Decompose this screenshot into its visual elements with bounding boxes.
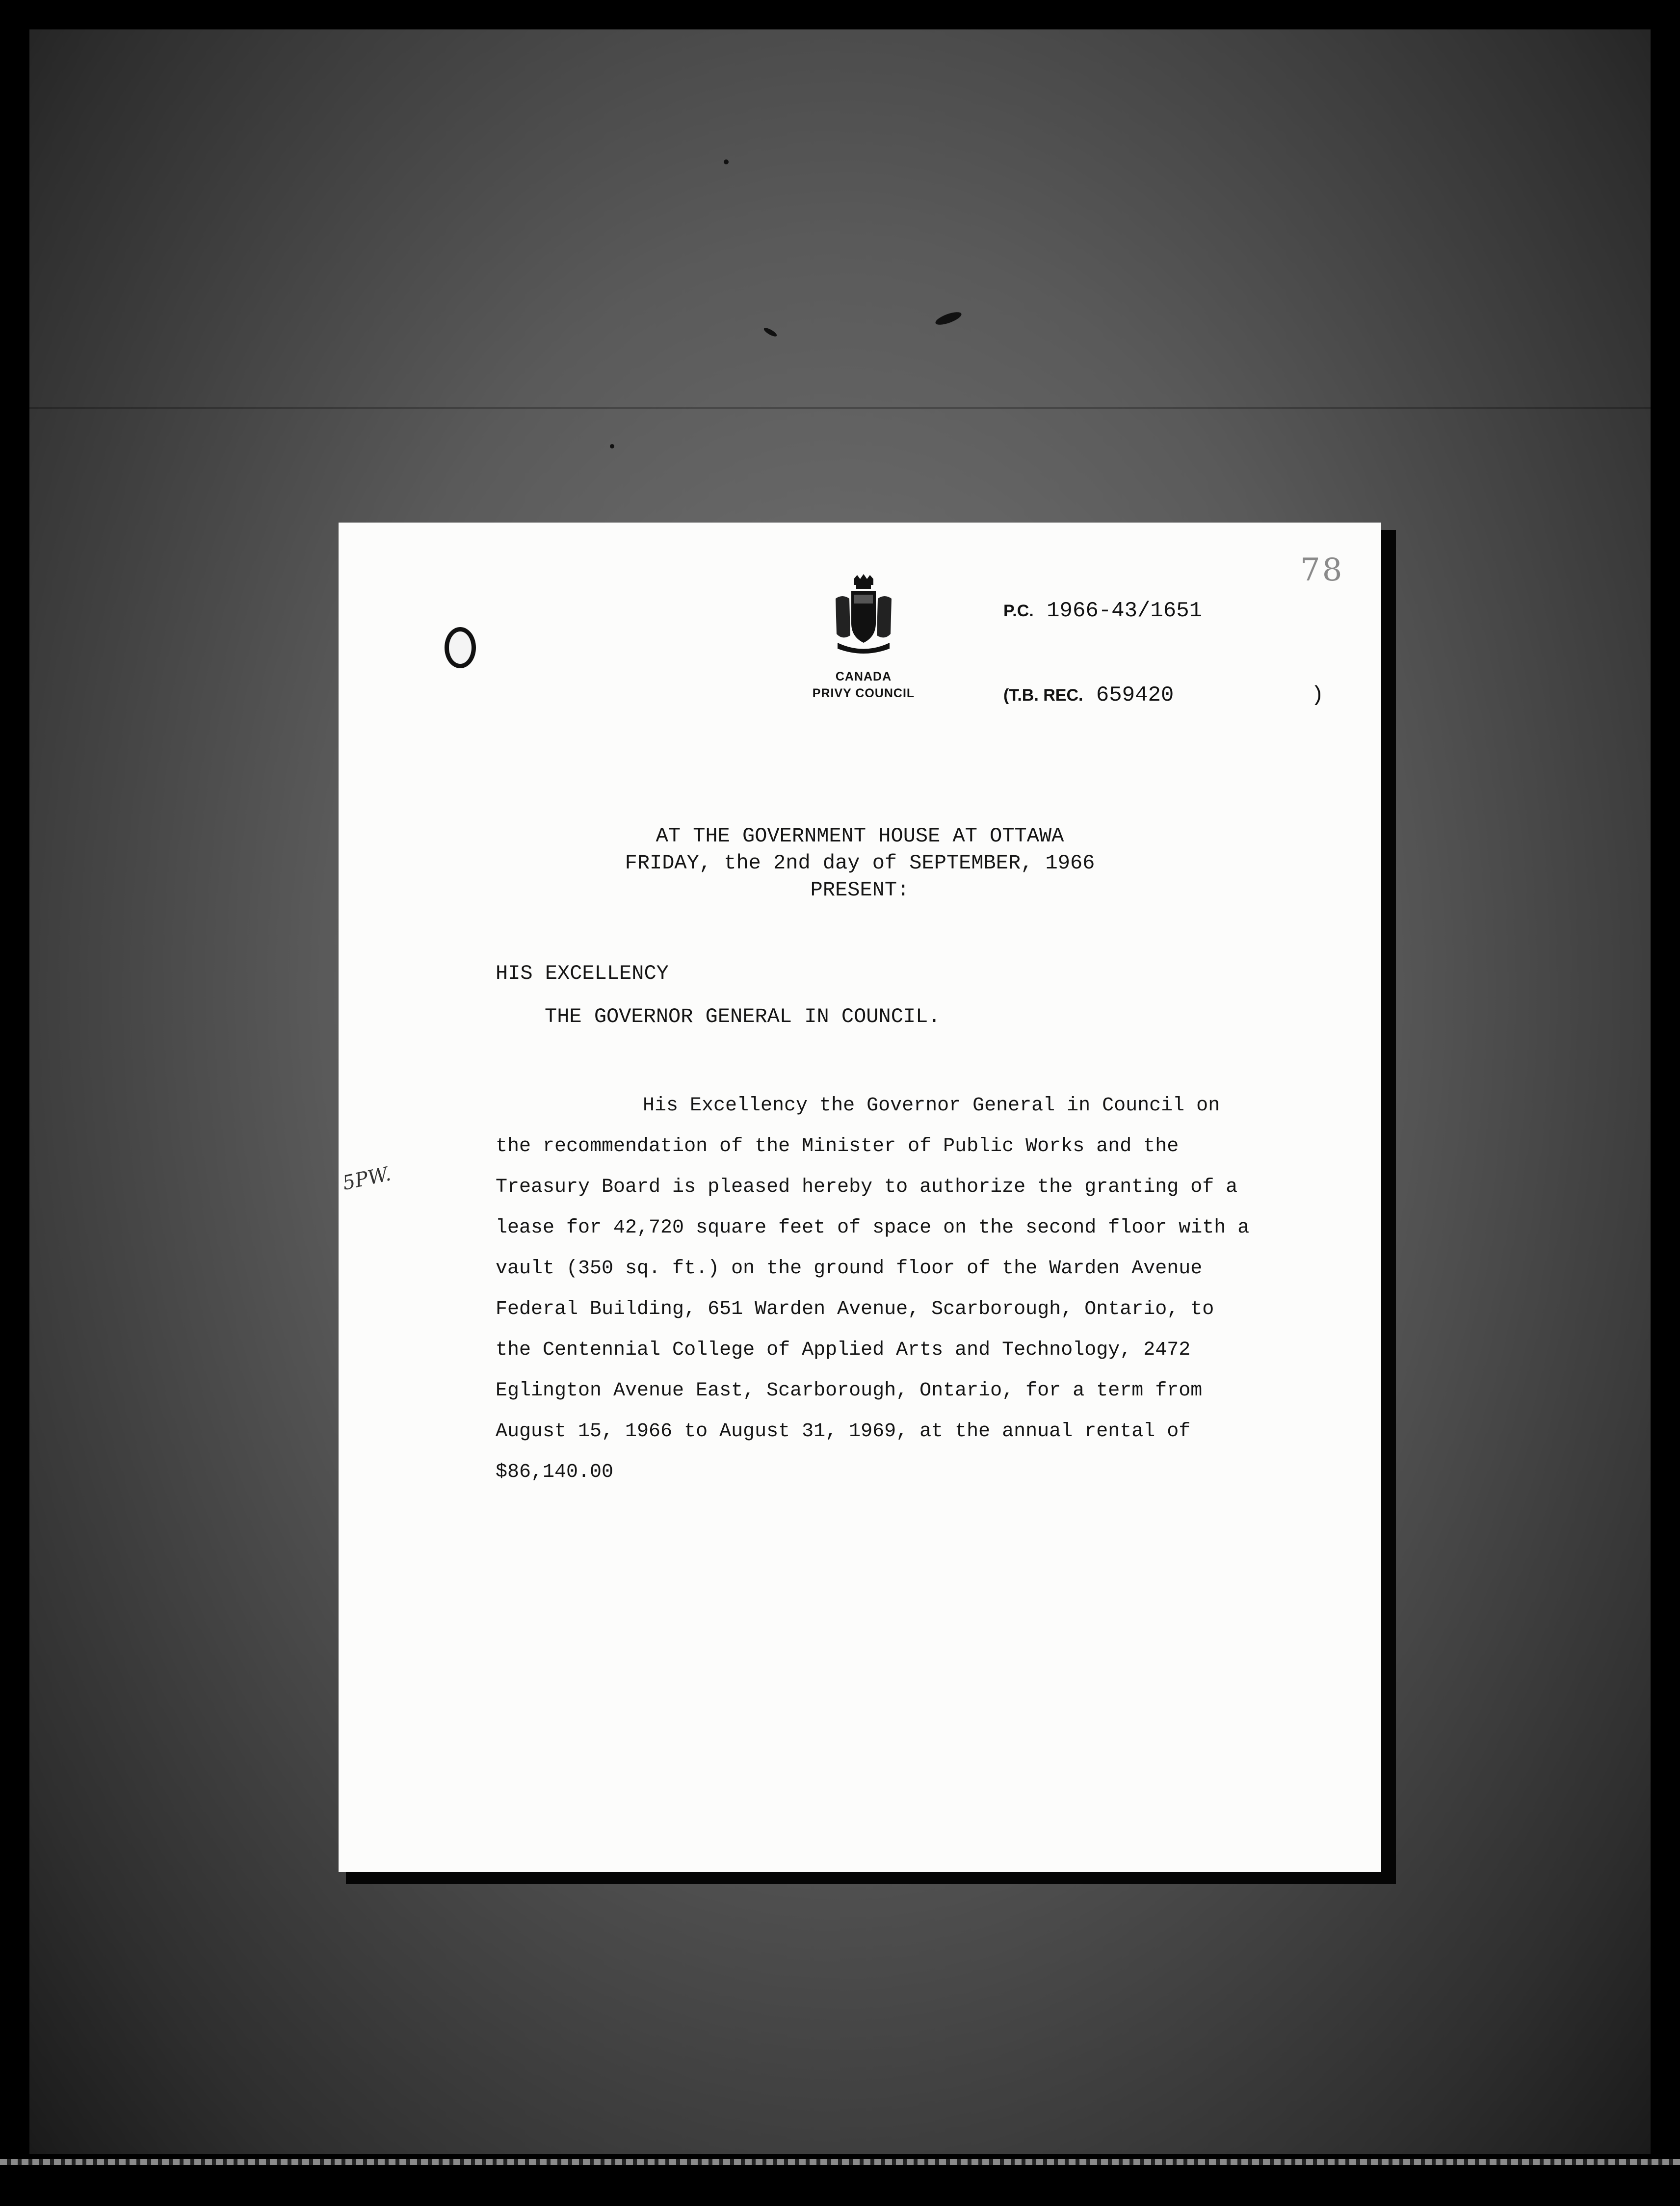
film-edge-strip bbox=[0, 2159, 1680, 2165]
pc-number: 1966-43/1651 bbox=[1047, 599, 1203, 623]
heading-location: AT THE GOVERNMENT HOUSE AT OTTAWA bbox=[656, 824, 1064, 848]
pc-reference bbox=[1003, 599, 1202, 623]
salutation-line-1: HIS EXCELLENCY bbox=[496, 962, 669, 985]
salutation-line-2: THE GOVERNOR GENERAL IN COUNCIL. bbox=[545, 1005, 941, 1028]
tb-number: 659420 bbox=[1096, 683, 1174, 708]
tb-reference bbox=[1003, 683, 1174, 708]
body-line: the Centennial College of Applied Arts and Technology, 2472 bbox=[496, 1339, 1191, 1361]
letterhead-block bbox=[773, 668, 954, 702]
heading-present: PRESENT: bbox=[810, 878, 910, 902]
body-line: His Excellency the Governor General in Council on bbox=[643, 1095, 1220, 1117]
tb-label: (T.B. REC. bbox=[1003, 686, 1083, 705]
body-line: Federal Building, 651 Warden Avenue, Scarborough, Ontario, to bbox=[496, 1298, 1214, 1320]
mount-edge bbox=[29, 407, 1651, 409]
body-line: $86,140.00 bbox=[496, 1461, 614, 1483]
body-line: Treasury Board is pleased hereby to authorize the granting of a bbox=[496, 1176, 1238, 1198]
tb-close-paren: ) bbox=[1311, 683, 1324, 708]
margin-note: 5PW. bbox=[341, 1162, 393, 1195]
archive-page-number: 78 bbox=[1300, 552, 1344, 588]
body-line: August 15, 1966 to August 31, 1969, at the annual rental of bbox=[496, 1420, 1191, 1443]
punch-hole bbox=[445, 627, 476, 668]
dust-speck bbox=[724, 159, 729, 164]
office-label: PRIVY COUNCIL bbox=[812, 686, 915, 700]
body-line: lease for 42,720 square feet of space on the second floor with a bbox=[496, 1217, 1250, 1239]
dust-speck bbox=[610, 444, 614, 448]
body-line: vault (350 sq. ft.) on the ground floor of the Warden Avenue bbox=[496, 1258, 1203, 1280]
pc-label: P.C. bbox=[1003, 602, 1034, 620]
heading-date: FRIDAY, the 2nd day of SEPTEMBER, 1966 bbox=[625, 851, 1095, 875]
body-line: Eglington Avenue East, Scarborough, Ontario, for a term from bbox=[496, 1380, 1203, 1402]
coat-of-arms-icon bbox=[832, 574, 895, 657]
body-line: the recommendation of the Minister of Public Works and the bbox=[496, 1135, 1179, 1157]
country-label: CANADA bbox=[835, 670, 892, 683]
order-body bbox=[496, 1085, 1320, 1493]
